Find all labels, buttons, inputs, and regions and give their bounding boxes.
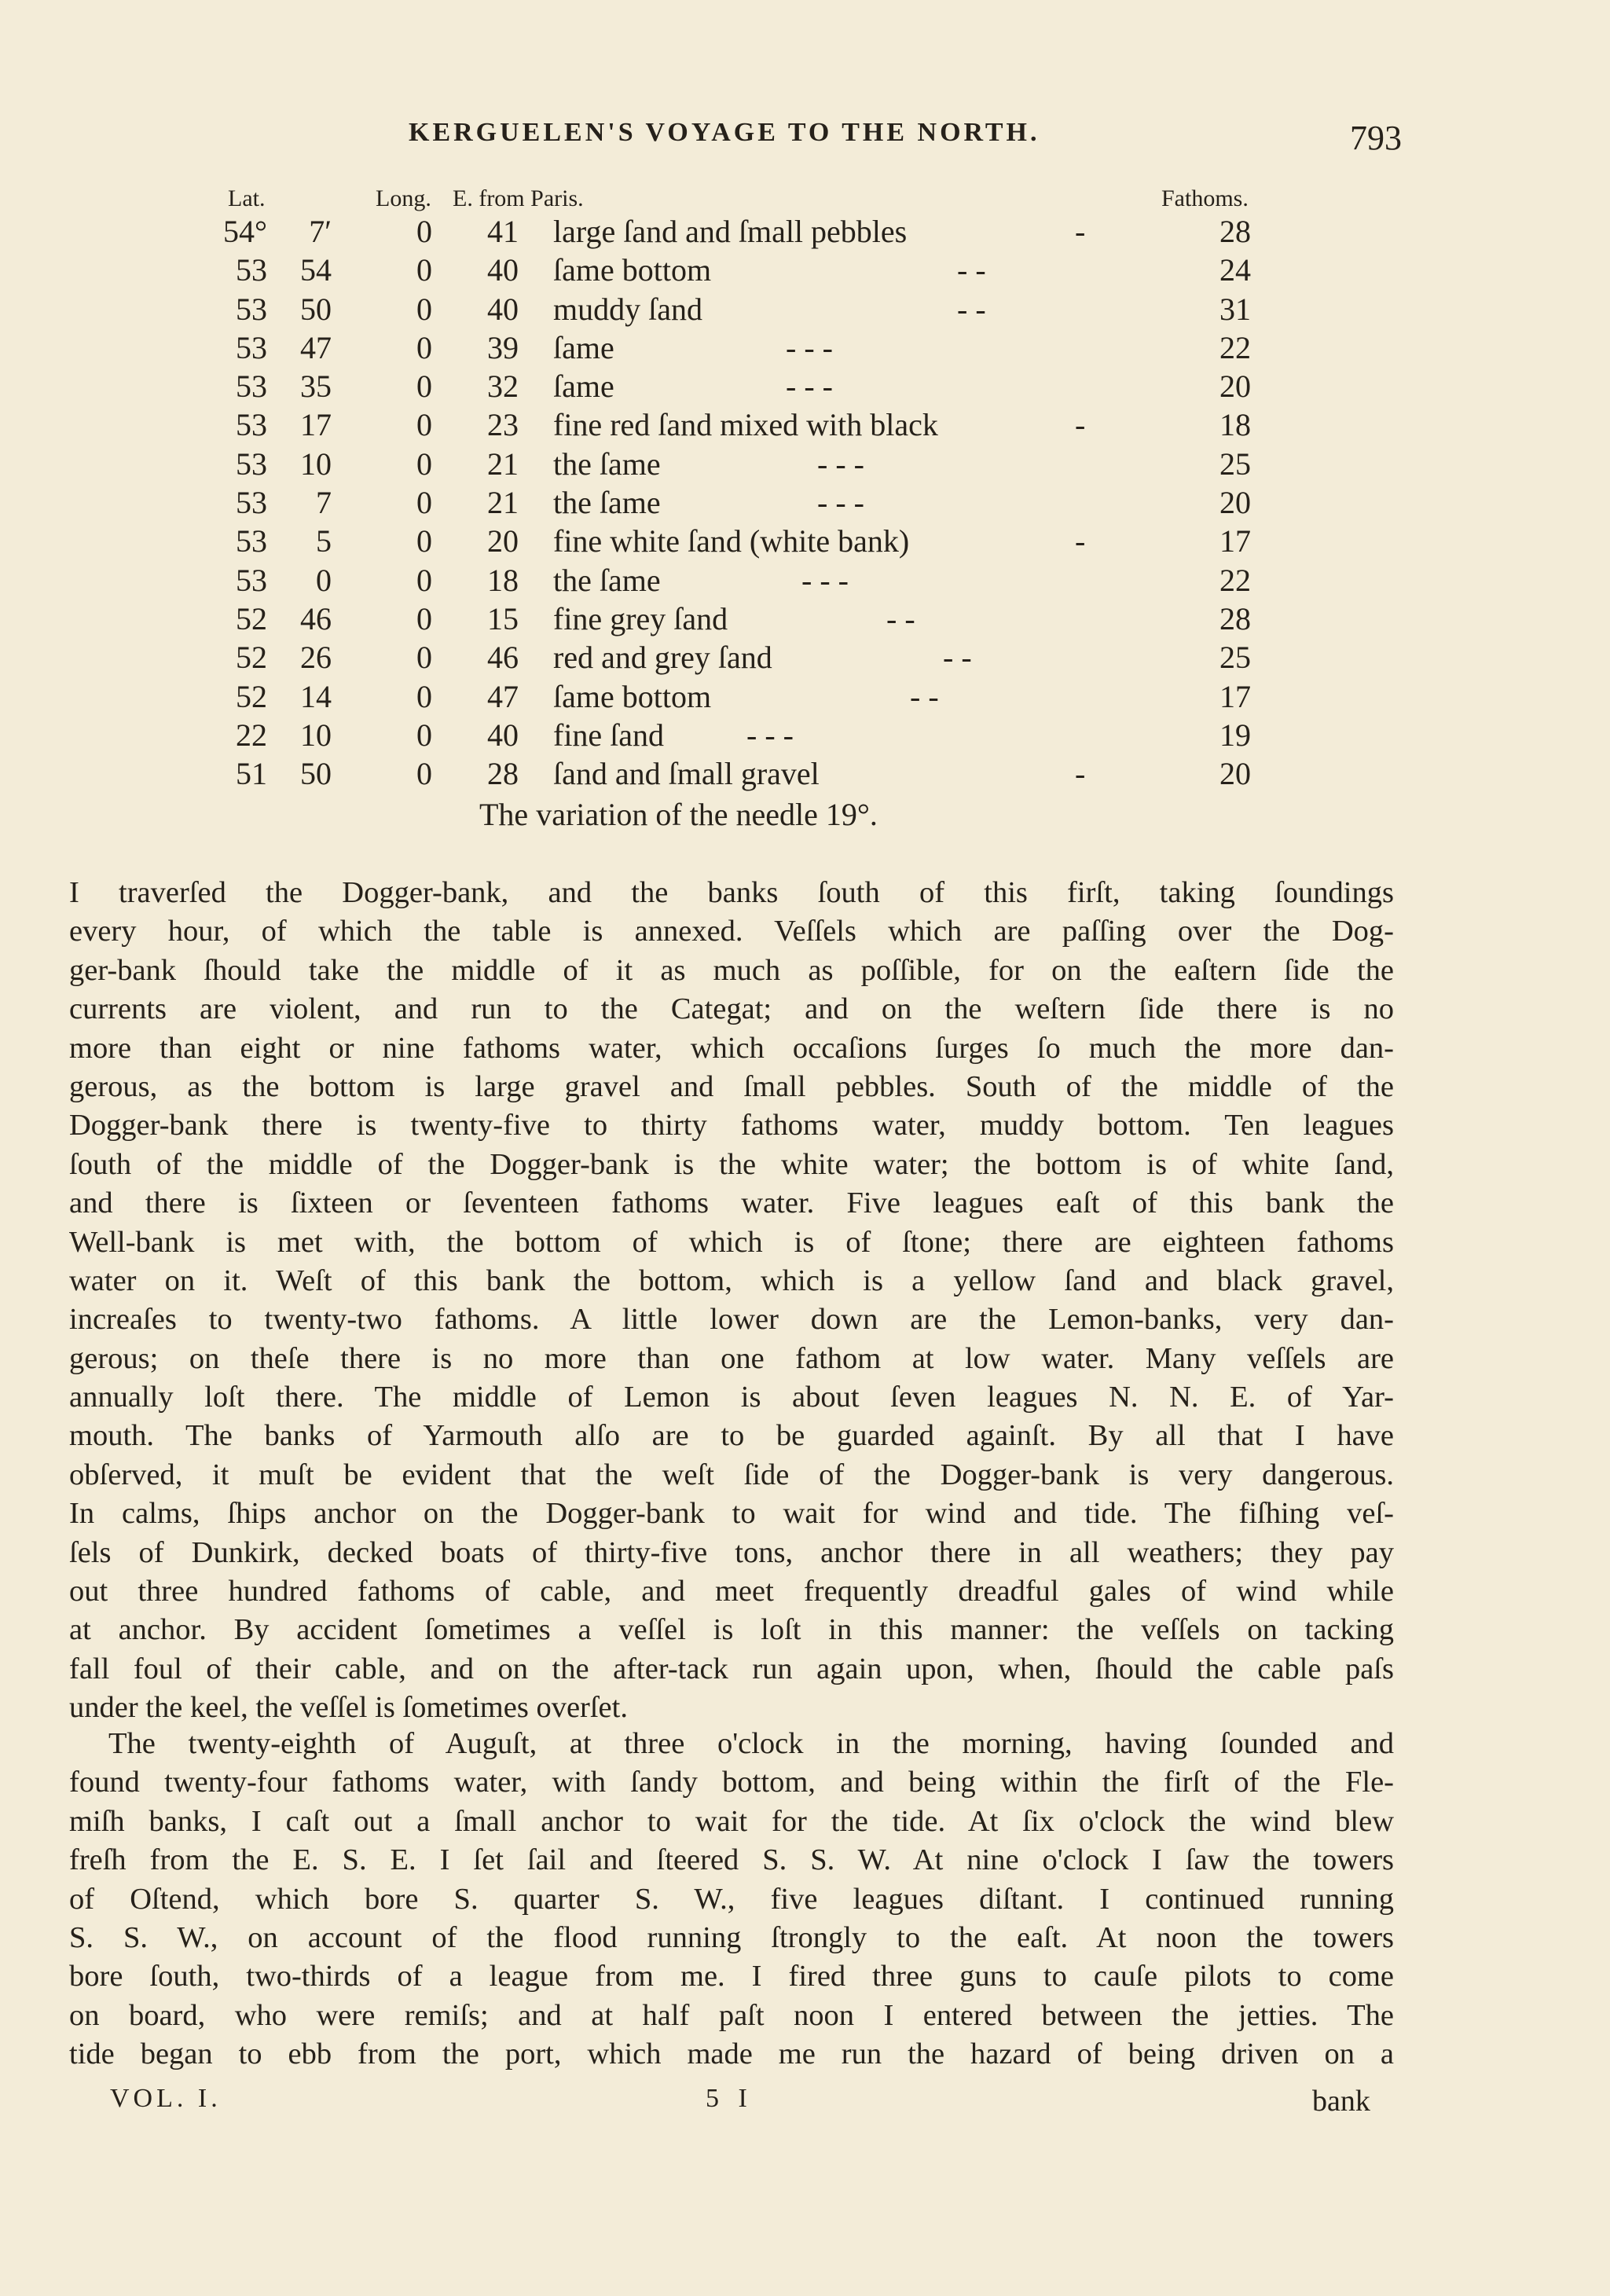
text-line: every hour, of which the table is annexed. Veſſels which are paſſing over the Dog- bbox=[69, 915, 1394, 948]
table-row bbox=[0, 290, 1610, 328]
fathoms-value: 18 bbox=[1219, 407, 1251, 443]
leader-dashes: - - - bbox=[817, 485, 864, 521]
long-minutes: 18 bbox=[487, 562, 519, 598]
bottom-description: muddy ſand bbox=[553, 291, 702, 327]
fathoms-value: 25 bbox=[1219, 640, 1251, 676]
text-line: Well-bank is met with, the bottom of which is of ſtone; there are eighteen fathoms bbox=[69, 1225, 1394, 1259]
bottom-description: red and grey ſand bbox=[553, 640, 772, 676]
leader-dashes: - bbox=[1075, 523, 1086, 559]
table-row bbox=[0, 561, 1610, 600]
text-line: out three hundred fathoms of cable, and meet frequently dreadful gales of wind while bbox=[69, 1575, 1394, 1608]
table-row bbox=[0, 212, 1610, 251]
header-e-from-paris: E. from Paris. bbox=[453, 185, 584, 211]
text-line: S. S. W., on account of the flood running ſtrongly to the eaſt. At noon the towers bbox=[69, 1920, 1394, 1954]
bottom-description: ſame bottom bbox=[553, 252, 712, 288]
table-row bbox=[0, 445, 1610, 483]
lat-minutes: 46 bbox=[300, 600, 332, 636]
lat-degrees: 22 bbox=[236, 717, 267, 753]
long-degrees: 0 bbox=[416, 640, 432, 676]
long-minutes: 32 bbox=[487, 369, 519, 405]
text-line: more than eight or nine fathoms water, which occaſions ſurges ſo much the more dan- bbox=[69, 1031, 1394, 1065]
text-line: miſh banks, I caſt out a ſmall anchor to wait for the tide. At ſix o'clock the wind blew bbox=[69, 1804, 1394, 1838]
text-line: The twenty-eighth of Auguſt, at three o'clock in the morning, having ſounded and bbox=[108, 1727, 1394, 1760]
lat-minutes: 26 bbox=[300, 640, 332, 676]
lat-degrees: 53 bbox=[236, 485, 267, 521]
text-line: fall foul of their cable, and on the after-tack run again upon, when, ſhould the cable paſs bbox=[69, 1652, 1394, 1685]
leader-dashes: - - bbox=[910, 678, 939, 714]
long-minutes: 23 bbox=[487, 407, 519, 443]
text-line: ger-bank ſhould take the middle of it as much as poſſible, for on the eaſtern ſide the bbox=[69, 953, 1394, 987]
fathoms-value: 31 bbox=[1219, 291, 1251, 327]
text-line: ſels of Dunkirk, decked boats of thirty-five tons, anchor there in all weathers; they pay bbox=[69, 1535, 1394, 1569]
lat-degrees: 53 bbox=[236, 446, 267, 482]
lat-minutes: 10 bbox=[300, 717, 332, 753]
lat-minutes: 35 bbox=[300, 369, 332, 405]
leader-dashes: - bbox=[1075, 214, 1086, 249]
volume-mark: VOL. I. bbox=[110, 2084, 222, 2113]
long-degrees: 0 bbox=[416, 214, 432, 249]
fathoms-value: 28 bbox=[1219, 214, 1251, 249]
lat-minutes: 50 bbox=[300, 291, 332, 327]
lat-degrees: 51 bbox=[236, 756, 267, 792]
fathoms-value: 22 bbox=[1219, 329, 1251, 365]
lat-degrees: 53 bbox=[236, 291, 267, 327]
text-line: Dogger-bank there is twenty-five to thirty fathoms water, muddy bottom. Ten leagues bbox=[69, 1109, 1394, 1142]
lat-degrees: 52 bbox=[236, 640, 267, 676]
header-fathoms: Fathoms. bbox=[1161, 185, 1249, 211]
text-line: currents are violent, and run to the Categat; and on the weſtern ſide there is no bbox=[69, 992, 1394, 1026]
text-line: on board, who were remiſs; and at half paſt noon I entered between the jetties. The bbox=[69, 1998, 1394, 2032]
long-degrees: 0 bbox=[416, 600, 432, 636]
leader-dashes: - - - bbox=[746, 717, 794, 753]
fathoms-value: 20 bbox=[1219, 756, 1251, 792]
long-minutes: 15 bbox=[487, 600, 519, 636]
leader-dashes: - - bbox=[943, 640, 972, 676]
long-degrees: 0 bbox=[416, 252, 432, 288]
lat-minutes: 47 bbox=[300, 329, 332, 365]
long-degrees: 0 bbox=[416, 329, 432, 365]
leader-dashes: - - bbox=[886, 600, 915, 636]
long-minutes: 39 bbox=[487, 329, 519, 365]
long-minutes: 40 bbox=[487, 717, 519, 753]
text-line: mouth. The banks of Yarmouth alſo are to be guarded againſt. By all that I have bbox=[69, 1419, 1394, 1453]
text-line: found twenty-four fathoms water, with ſandy bottom, and being within the firſt of the Fle- bbox=[69, 1766, 1394, 1799]
page-number: 793 bbox=[1350, 119, 1402, 157]
bottom-description: the ſame bbox=[553, 446, 661, 482]
table-row bbox=[0, 754, 1610, 793]
bottom-description: the ſame bbox=[553, 485, 661, 521]
bottom-description: large ſand and ſmall pebbles bbox=[553, 214, 908, 249]
lat-degrees: 53 bbox=[236, 523, 267, 559]
lat-minutes: 54 bbox=[300, 252, 332, 288]
lat-degrees: 52 bbox=[236, 678, 267, 714]
leader-dashes: - - bbox=[957, 252, 986, 288]
long-degrees: 0 bbox=[416, 562, 432, 598]
lat-degrees: 53 bbox=[236, 329, 267, 365]
table-row bbox=[0, 251, 1610, 289]
text-line: of Oſtend, which bore S. quarter S. W., five leagues diſtant. I continued running bbox=[69, 1882, 1394, 1916]
fathoms-value: 20 bbox=[1219, 485, 1251, 521]
table-row bbox=[0, 522, 1610, 560]
lat-minutes: 0 bbox=[316, 562, 332, 598]
table-row bbox=[0, 483, 1610, 522]
fathoms-value: 19 bbox=[1219, 717, 1251, 753]
long-degrees: 0 bbox=[416, 407, 432, 443]
leader-dashes: - - - bbox=[801, 562, 849, 598]
long-degrees: 0 bbox=[416, 485, 432, 521]
table-row bbox=[0, 638, 1610, 677]
leader-dashes: - bbox=[1075, 756, 1086, 792]
long-minutes: 46 bbox=[487, 640, 519, 676]
table-row bbox=[0, 677, 1610, 716]
lat-degrees: 53 bbox=[236, 562, 267, 598]
text-line: annually loſt there. The middle of Lemon is about ſeven leagues N. N. E. of Yar- bbox=[69, 1381, 1394, 1414]
lat-minutes: 17 bbox=[300, 407, 332, 443]
long-minutes: 21 bbox=[487, 485, 519, 521]
signature-mark: 5 I bbox=[706, 2084, 754, 2113]
bottom-description: fine white ſand (white bank) bbox=[553, 523, 910, 559]
text-line: In calms, ſhips anchor on the Dogger-bank to wait for wind and tide. The fiſhing veſ- bbox=[69, 1497, 1394, 1531]
lat-degrees: 53 bbox=[236, 369, 267, 405]
long-degrees: 0 bbox=[416, 756, 432, 792]
text-line: at anchor. By accident ſometimes a veſſel is loſt in this manner: the veſſels on tacking bbox=[69, 1613, 1394, 1647]
bottom-description: fine red ſand mixed with black bbox=[553, 407, 938, 443]
text-line: gerous, as the bottom is large gravel and ſmall pebbles. South of the middle of the bbox=[69, 1069, 1394, 1103]
fathoms-value: 25 bbox=[1219, 446, 1251, 482]
bottom-description: fine ſand bbox=[553, 717, 665, 753]
bottom-description: the ſame bbox=[553, 562, 661, 598]
table-row bbox=[0, 716, 1610, 754]
leader-dashes: - - - bbox=[817, 446, 864, 482]
header-lat: Lat. bbox=[228, 185, 266, 211]
lat-degrees: 54° bbox=[223, 214, 267, 249]
bottom-description: ſame bottom bbox=[553, 678, 712, 714]
leader-dashes: - - bbox=[957, 291, 986, 327]
bottom-description: ſand and ſmall gravel bbox=[553, 756, 820, 792]
text-line: freſh from the E. S. E. I ſet ſail and ſteered S. S. W. At nine o'clock I ſaw the towers bbox=[69, 1843, 1394, 1877]
long-minutes: 28 bbox=[487, 756, 519, 792]
text-line: ſouth of the middle of the Dogger-bank is the white water; the bottom is of white ſand, bbox=[69, 1147, 1394, 1181]
text-line: obſerved, it muſt be evident that the weſt ſide of the Dogger-bank is very dangerous. bbox=[69, 1458, 1394, 1491]
fathoms-value: 28 bbox=[1219, 600, 1251, 636]
text-line: and there is ſixteen or ſeventeen fathoms water. Five leagues eaſt of this bank the bbox=[69, 1187, 1394, 1220]
long-minutes: 21 bbox=[487, 446, 519, 482]
long-degrees: 0 bbox=[416, 678, 432, 714]
long-minutes: 20 bbox=[487, 523, 519, 559]
long-degrees: 0 bbox=[416, 369, 432, 405]
table-row bbox=[0, 405, 1610, 444]
text-line: I traverſed the Dogger-bank, and the banks ſouth of this firſt, taking ſoundings bbox=[69, 876, 1394, 909]
text-line: tide began to ebb from the port, which made me run the hazard of being driven on a bbox=[69, 2037, 1394, 2071]
needle-variation-note: The variation of the needle 19°. bbox=[479, 797, 878, 832]
lat-minutes: 7 bbox=[316, 485, 332, 521]
table-row bbox=[0, 328, 1610, 367]
long-degrees: 0 bbox=[416, 523, 432, 559]
lat-minutes: 14 bbox=[300, 678, 332, 714]
lat-minutes: 50 bbox=[300, 756, 332, 792]
fathoms-value: 20 bbox=[1219, 369, 1251, 405]
soundings-table bbox=[0, 212, 1610, 793]
lat-minutes: 10 bbox=[300, 446, 332, 482]
long-minutes: 40 bbox=[487, 252, 519, 288]
running-head: KERGUELEN'S VOYAGE TO THE NORTH. bbox=[409, 118, 1040, 147]
long-minutes: 40 bbox=[487, 291, 519, 327]
paragraph-ostend-arrival bbox=[69, 1725, 1394, 2074]
long-degrees: 0 bbox=[416, 717, 432, 753]
text-line: gerous; on theſe there is no more than one fathom at low water. Many veſſels are bbox=[69, 1341, 1394, 1375]
lat-degrees: 53 bbox=[236, 407, 267, 443]
text-line: bore ſouth, two-thirds of a league from me. I fired three guns to cauſe pilots to come bbox=[69, 1960, 1394, 1993]
text-line: increaſes to twenty-two fathoms. A little lower down are the Lemon-banks, very dan- bbox=[69, 1303, 1394, 1337]
lat-degrees: 52 bbox=[236, 600, 267, 636]
table-row bbox=[0, 600, 1610, 638]
fathoms-value: 17 bbox=[1219, 523, 1251, 559]
lat-minutes: 7′ bbox=[309, 214, 332, 249]
header-long: Long. bbox=[376, 185, 431, 211]
long-minutes: 41 bbox=[487, 214, 519, 249]
text-line: water on it. Weſt of this bank the bottom, which is a yellow ſand and black gravel, bbox=[69, 1264, 1394, 1297]
long-degrees: 0 bbox=[416, 446, 432, 482]
leader-dashes: - - - bbox=[786, 329, 833, 365]
paragraph-dogger-bank bbox=[69, 874, 1394, 1728]
catchword: bank bbox=[1312, 2085, 1370, 2118]
text-line: under the keel, the veſſel is ſometimes overſet. bbox=[69, 1691, 628, 1725]
long-minutes: 47 bbox=[487, 678, 519, 714]
fathoms-value: 24 bbox=[1219, 252, 1251, 288]
long-degrees: 0 bbox=[416, 291, 432, 327]
fathoms-value: 22 bbox=[1219, 562, 1251, 598]
leader-dashes: - bbox=[1075, 407, 1086, 443]
bottom-description: ſame bbox=[553, 369, 614, 405]
bottom-description: ſame bbox=[553, 329, 614, 365]
fathoms-value: 17 bbox=[1219, 678, 1251, 714]
lat-minutes: 5 bbox=[316, 523, 332, 559]
lat-degrees: 53 bbox=[236, 252, 267, 288]
leader-dashes: - - - bbox=[786, 369, 833, 405]
bottom-description: fine grey ſand bbox=[553, 600, 728, 636]
table-row bbox=[0, 367, 1610, 405]
